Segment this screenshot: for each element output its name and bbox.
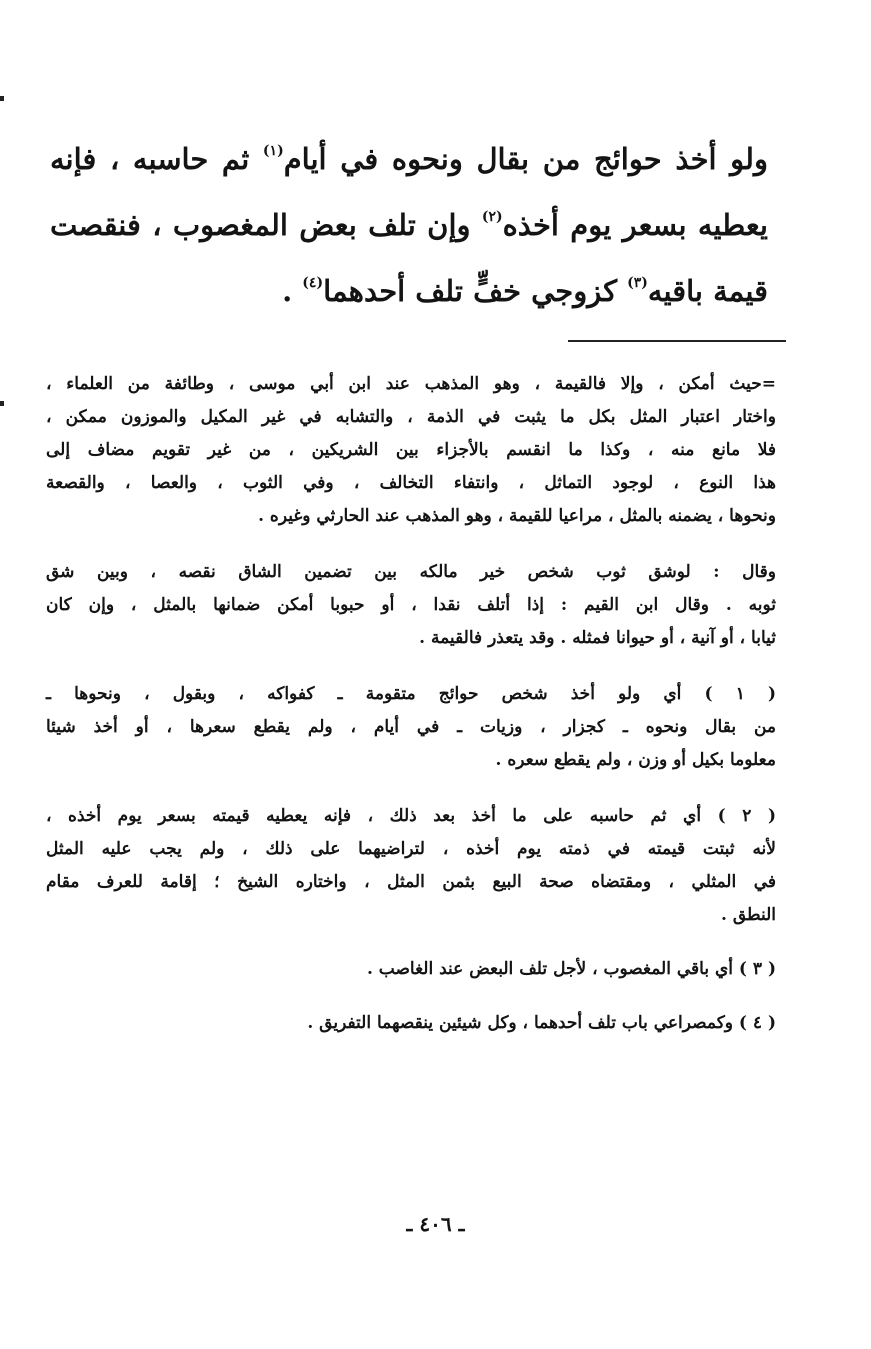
footnote-line: ونحوها ، يضمنه بالمثل ، مراعيا للقيمة ، وهو المذهب عند الحارثي وغيره . [258,506,776,526]
main-text-line [50,258,768,324]
footnote-2 [46,800,776,932]
footnote-line: ( ٢ ) أي ثم حاسبه على ما أخذ بعد ذلك ، فإنه يعطيه قيمته بسعر يوم أخذه ، [46,806,776,826]
footnote-line: من بقال ونحوه ـ كجزار ، وزيات ـ في أيام ، ولم يقطع سعرها ، أو أخذ شيئا [46,717,776,737]
main-text-segment: كزوجي خفٍّ تلف أحدهما [323,274,628,308]
footnote-line: واختار اعتبار المثل بكل ما يثبت في الذمة ، والتشابه في غير المكيل والموزون ممكن ، [46,407,776,427]
footnote-marker: (٣) [627,275,648,291]
main-text-segment: ثم حاسبه ، فإنه [50,142,263,176]
footnote-continuation [46,368,776,533]
footnote-line: ثيابا ، أو آنية ، أو حيوانا فمثله . وقد يتعذر فالقيمة . [419,628,776,648]
scan-edge-mark [0,96,4,101]
footnote-4 [46,1007,776,1040]
footnote-line: معلوما بكيل أو وزن ، ولم يقطع سعره . [495,750,776,770]
main-text-segment: ولو أخذ حوائج من بقال ونحوه في أيام [283,142,769,176]
main-text-segment: يعطيه بسعر يوم أخذه [502,208,768,242]
footnote-1 [46,678,776,777]
main-text-segment: . [282,274,303,308]
footnote-line: ( ٤ ) وكمصراعي باب تلف أحدهما ، وكل شيئين ينقصهما التفريق . [307,1013,776,1033]
footnotes [46,368,776,1040]
footnote-line: وقال : لوشق ثوب شخص خير مالكه بين تضمين الشاق نقصه ، وبين شق [46,562,776,582]
scan-edge-mark [0,401,4,406]
main-text-segment: وإن تلف بعض المغصوب ، فنقصت [50,208,482,242]
footnote-marker: (١) [262,143,284,159]
footnote-separator [568,340,786,342]
footnote-line: في المثلي ، ومقتضاه صحة البيع بثمن المثل ، واختاره الشيخ ؛ إقامة للعرف مقام [46,872,776,892]
footnote-line: =حيث أمكن ، وإلا فالقيمة ، وهو المذهب عند ابن أبي موسى ، وطائفة من العلماء ، [46,374,776,394]
footnote-line: هذا النوع ، لوجود التماثل ، وانتفاء التخالف ، وفي الثوب ، والعصا ، والقصعة [46,473,776,493]
footnote-line: النطق . [721,905,776,925]
footnote-line: ( ١ ) أي ولو أخذ شخص حوائج متقومة ـ كفواكه ، وبقول ، ونحوها ـ [46,684,777,704]
footnote-line: فلا مانع منه ، وكذا ما انقسم بالأجزاء بين الشريكين ، من غير تقويم مضاف إلى [46,440,776,460]
footnote-line: لأنه ثبتت قيمته في ذمته يوم أخذه ، لتراضيهما على ذلك ، ولم يجب عليه المثل [46,839,776,859]
footnote-marker: (٢) [481,209,503,225]
footnote-line: ( ٣ ) أي باقي المغصوب ، لأجل تلف البعض عند الغاصب . [366,959,776,979]
footnote-line: ثوبه . وقال ابن القيم : إذا أتلف نقدا ، أو حبوبا أمكن ضمانها بالمثل ، وإن كان [46,595,776,615]
footnote-ibn-alqayyim [46,556,776,655]
page-number: ـ ٤٠٦ ـ [406,1212,465,1236]
main-text-line [50,192,768,258]
footnote-3 [46,953,776,986]
footnote-marker: (٤) [302,275,324,291]
main-text-segment: قيمة باقيه [647,274,768,308]
main-text [50,126,768,324]
main-text-line [50,126,768,192]
